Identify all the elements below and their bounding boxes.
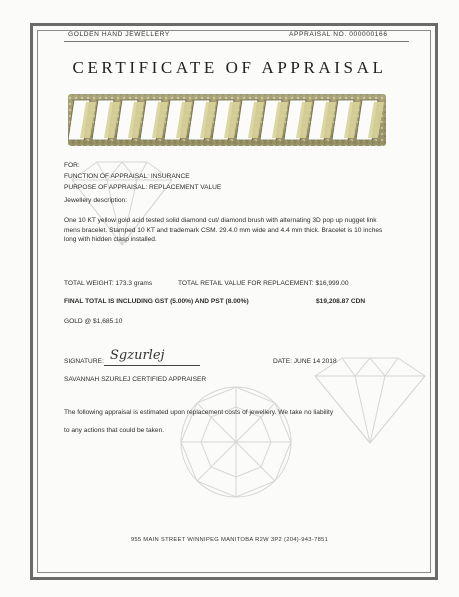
final-total-label: FINAL TOTAL IS INCLUDING GST (5.00%) AND PST (8.00%) [64, 298, 249, 305]
final-total-value: $19,208.87 CDN [316, 298, 366, 305]
appraisal-number: APPRAISAL NO. 000000166 [289, 31, 388, 38]
purpose-of-appraisal: PURPOSE OF APPRAISAL: REPLACEMENT VALUE [64, 184, 222, 191]
jewellery-description: One 10 KT yellow gold acid tested solid diamond cut/ diamond brush with alternating 3D pop up nugget link mens bracelet. Stamped 10 KT and trademark CSM. 29.4.0 mm wide and 4.4 mm thick. Bracelet is 10 inches long with hidden clasp installed. [64, 217, 383, 244]
disclaimer-line-1: The following appraisal is estimated upon replacement costs of jewellery. We take no liability [64, 409, 334, 416]
function-of-appraisal: FUNCTION OF APPRAISAL: INSURANCE [64, 173, 190, 180]
signature-scribble: Sgzurlej [110, 348, 165, 363]
appraiser-name: SAVANNAH SZURLEJ CERTIFIED APPRAISER [64, 376, 207, 383]
address-footer: 955 MAIN STREET WINNIPEG MANITOBA R2W 3P2 (204)-943-7851 [130, 537, 329, 543]
description-label: Jewellery description: [64, 197, 128, 204]
disclaimer-line-2: to any actions that could be taken. [64, 427, 165, 434]
header-divider [64, 41, 409, 42]
gold-price: GOLD @ $1,685.10 [64, 318, 123, 325]
round-diamond-watermark [176, 382, 296, 502]
appraisal-date: DATE: JUNE 14 2018 [273, 358, 337, 365]
total-weight: TOTAL WEIGHT: 173.3 grams [64, 280, 153, 287]
bracelet-image [68, 90, 386, 150]
company-name: GOLDEN HAND JEWELLERY [68, 31, 170, 38]
signature-label: SIGNATURE: [64, 358, 104, 365]
for-label: FOR: [64, 162, 80, 169]
total-retail-value: TOTAL RETAIL VALUE FOR REPLACEMENT: $16,999.00 [178, 280, 349, 287]
certificate-title: CERTIFICATE OF APPRAISAL [72, 58, 387, 77]
signature-line [104, 365, 200, 366]
